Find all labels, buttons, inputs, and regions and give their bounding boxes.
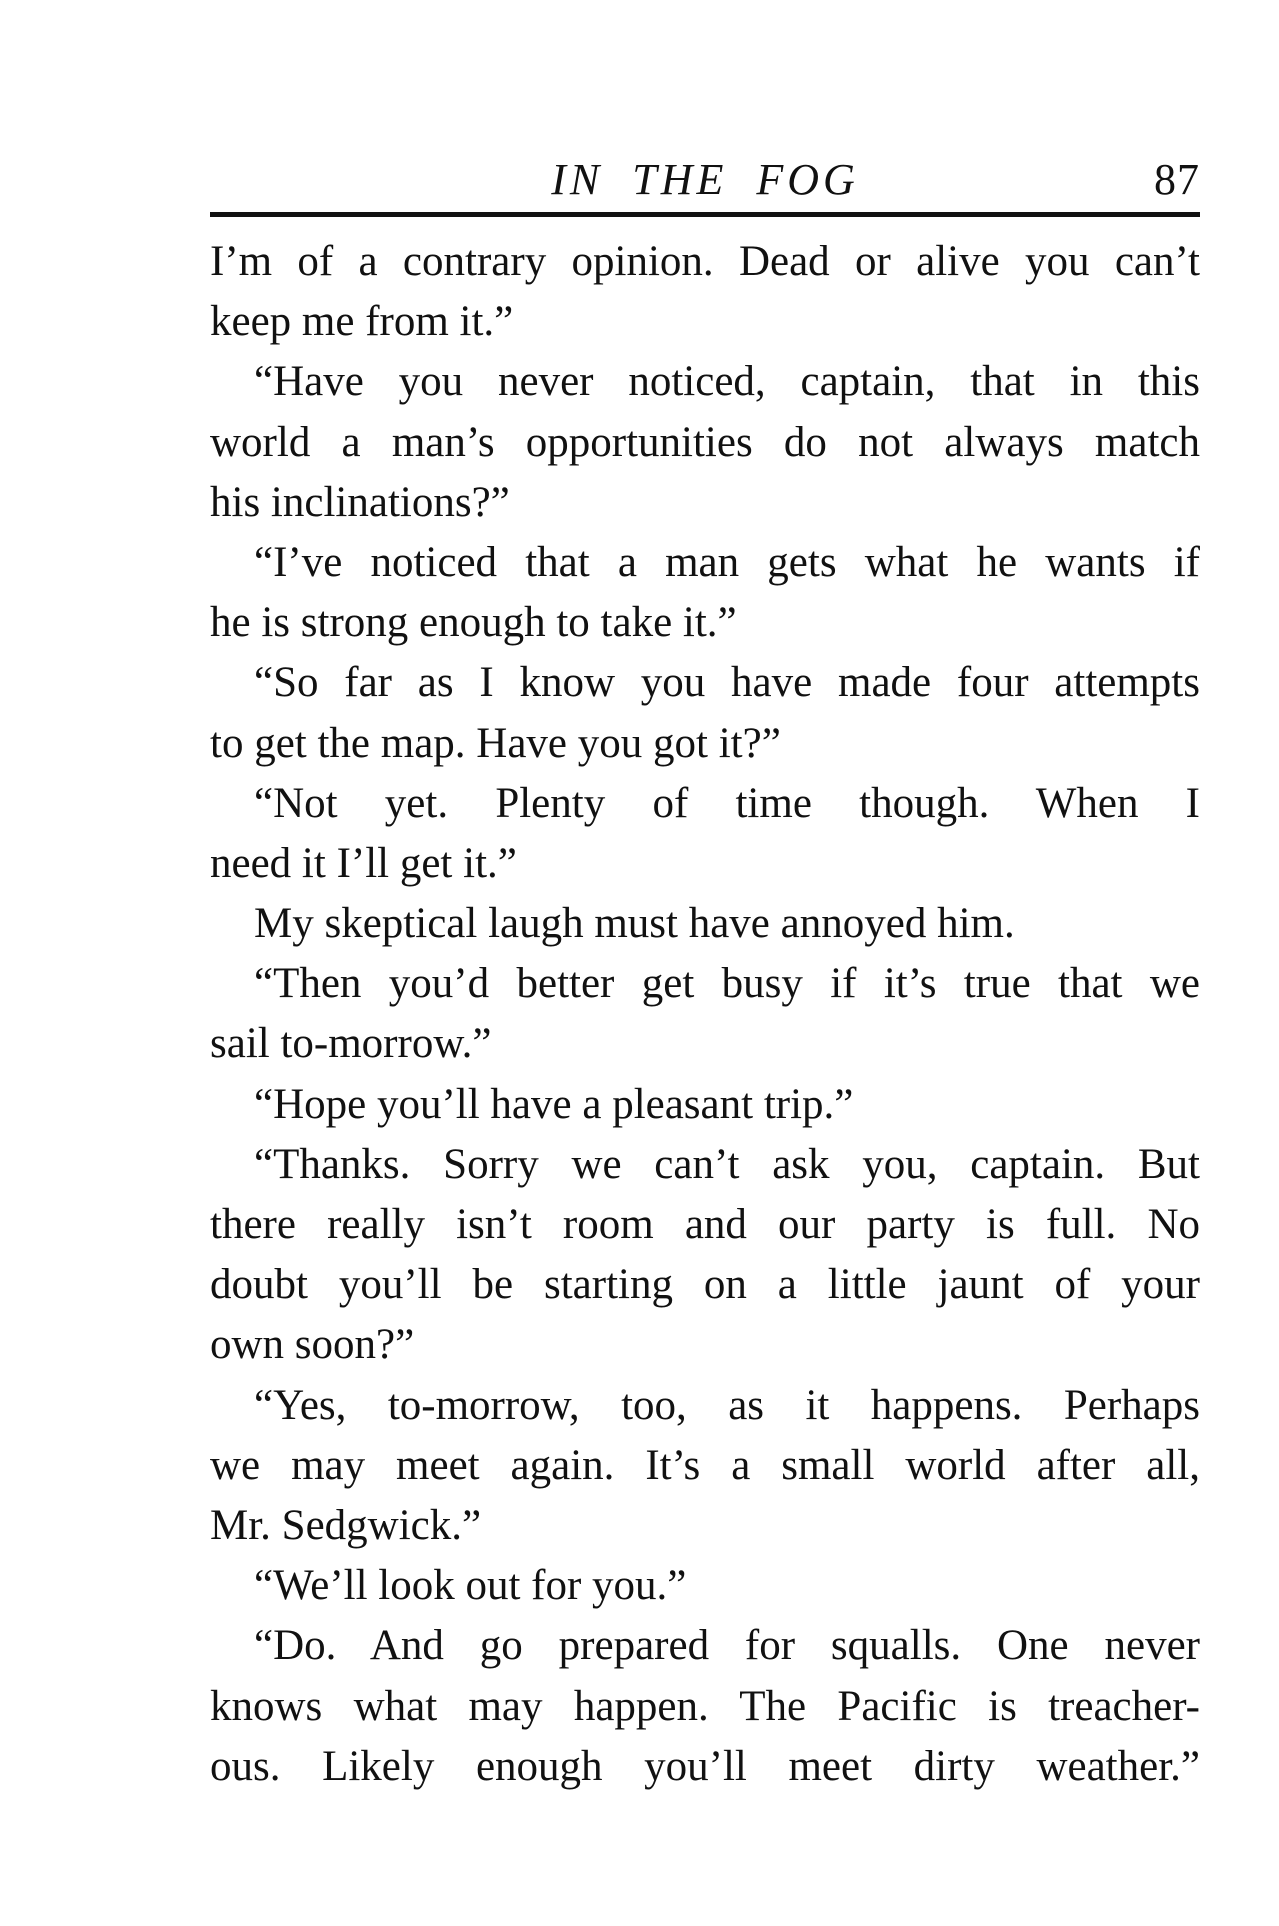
text-line: “I’ve noticed that a man gets what he wants if <box>254 538 1200 586</box>
text-line: we may meet again. It’s a small world after all, <box>210 1441 1200 1489</box>
text-line: “Yes, to-morrow, too, as it happens. Perhaps <box>254 1381 1200 1429</box>
text-line: his inclinations?” <box>210 478 510 526</box>
text-line: world a man’s opportunities do not always match <box>210 418 1200 466</box>
text-line: “Not yet. Plenty of time though. When I <box>254 779 1200 827</box>
text-line: need it I’ll get it.” <box>210 839 517 887</box>
text-line: “Hope you’ll have a pleasant trip.” <box>254 1080 854 1128</box>
text-line: “Do. And go prepared for squalls. One never <box>254 1622 1200 1670</box>
text-line: “Have you never noticed, captain, that in this <box>254 358 1200 406</box>
text-line: he is strong enough to take it.” <box>210 599 737 647</box>
text-line: to get the map. Have you got it?” <box>210 719 781 767</box>
page-number: 87 <box>1154 155 1200 204</box>
text-line: doubt you’ll be starting on a little jaunt of your <box>210 1261 1200 1309</box>
text-line: “Thanks. Sorry we can’t ask you, captain. But <box>254 1140 1200 1188</box>
text-line: keep me from it.” <box>210 298 514 346</box>
body-text <box>210 232 1200 1797</box>
header-rule <box>210 212 1200 217</box>
text-line: “So far as I know you have made four attempts <box>254 659 1200 707</box>
text-line: Mr. Sedgwick.” <box>210 1501 482 1549</box>
text-line: My skeptical laugh must have annoyed him. <box>254 900 1015 948</box>
text-line: there really isn’t room and our party is full. No <box>210 1201 1200 1248</box>
running-title: IN THE FOG <box>551 155 859 204</box>
text-line: ous. Likely enough you’ll meet dirty weather.” <box>210 1742 1200 1790</box>
text-line: sail to-morrow.” <box>210 1020 492 1068</box>
text-line: “We’ll look out for you.” <box>254 1562 687 1610</box>
text-line: I’m of a contrary opinion. Dead or alive you can’t <box>210 238 1200 285</box>
text-line: knows what may happen. The Pacific is treacher- <box>210 1682 1200 1730</box>
page-header <box>210 150 1200 210</box>
text-line: own soon?” <box>210 1321 415 1369</box>
text-line: “Then you’d better get busy if it’s true that we <box>254 960 1200 1008</box>
